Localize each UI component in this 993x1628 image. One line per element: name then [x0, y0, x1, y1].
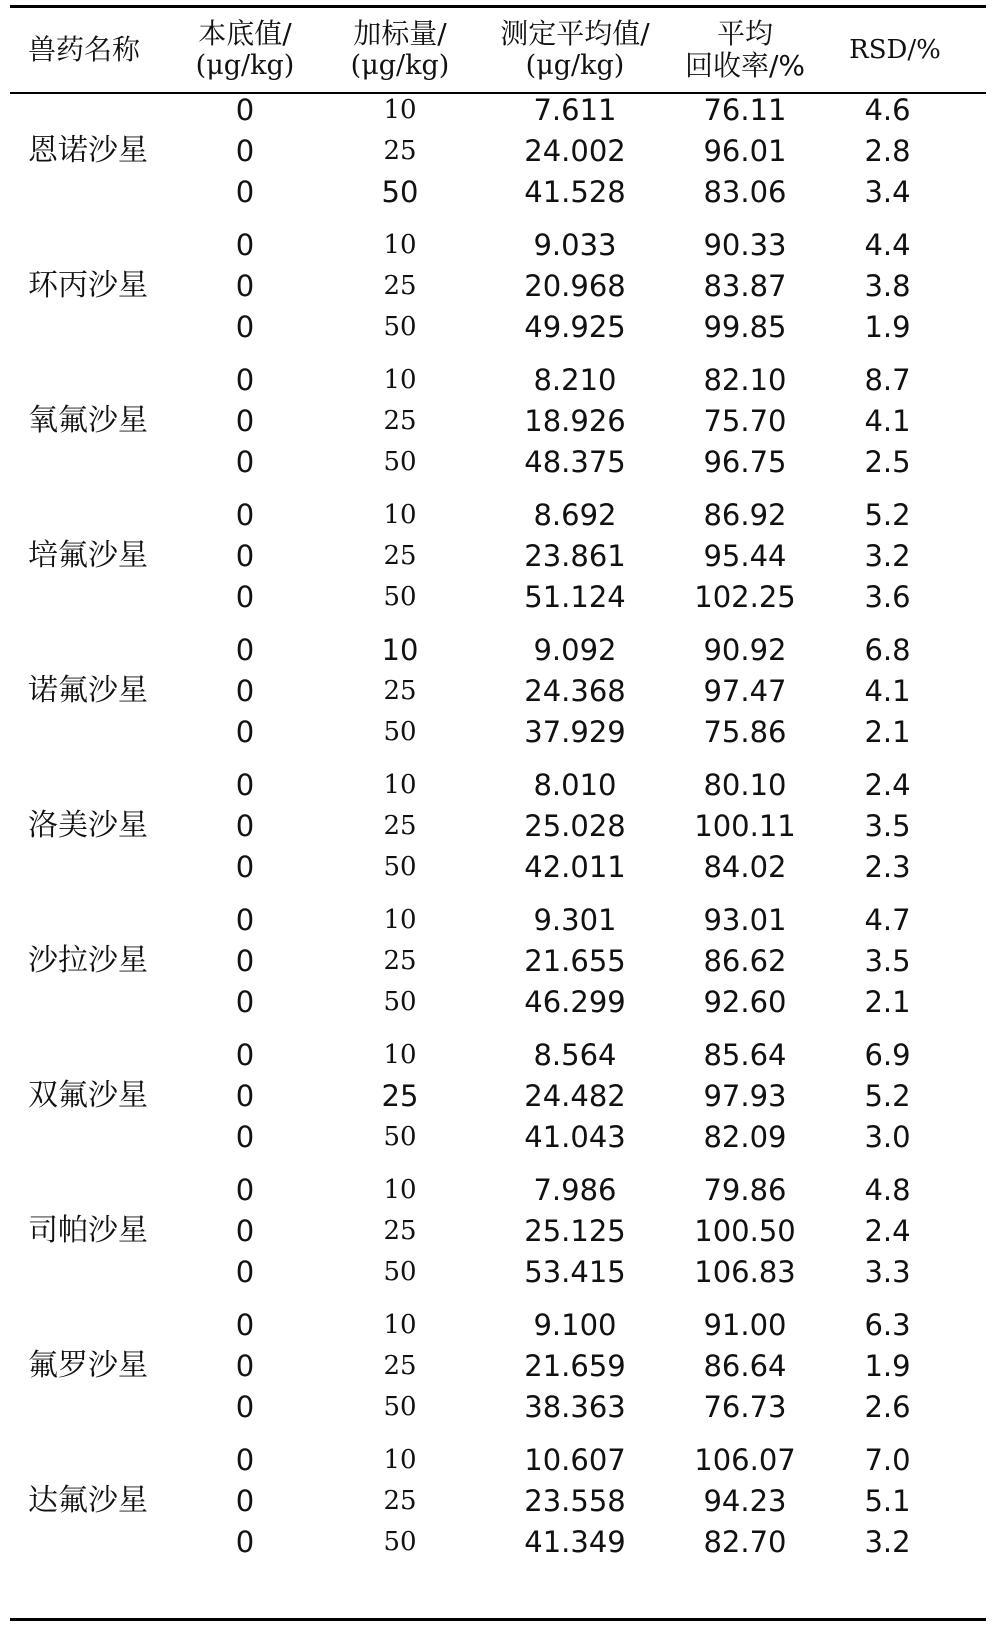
drug-name: 双氟沙星 [28, 1078, 148, 1113]
cell-spike-amount: 10 [383, 1040, 417, 1070]
cell-mean-recovery: 97.47 [703, 674, 787, 708]
cell-measured-mean: 49.925 [524, 310, 626, 344]
header-rsd [830, 14, 960, 86]
header-spike-amount [330, 14, 470, 86]
cell-spike-amount: 25 [383, 406, 417, 436]
header-base-value [180, 14, 310, 86]
cell-rsd: 2.4 [864, 768, 911, 802]
cell-measured-mean: 51.124 [524, 580, 626, 614]
cell-measured-mean: 24.482 [524, 1079, 626, 1113]
cell-spike-amount: 10 [383, 770, 417, 800]
cell-rsd: 4.7 [864, 903, 911, 937]
cell-rsd: 5.2 [864, 1079, 911, 1113]
drug-name: 环丙沙星 [28, 268, 148, 303]
cell-measured-mean: 10.607 [524, 1443, 626, 1477]
cell-measured-mean: 23.861 [524, 539, 626, 573]
cell-spike-amount: 50 [383, 1392, 417, 1422]
cell-spike-amount: 10 [383, 1310, 417, 1340]
cell-spike-amount: 10 [383, 500, 417, 530]
cell-measured-mean: 24.002 [524, 134, 626, 168]
cell-measured-mean: 8.564 [533, 1038, 617, 1072]
drug-name: 恩诺沙星 [28, 133, 148, 168]
cell-measured-mean: 21.659 [524, 1349, 626, 1383]
cell-base-value: 0 [235, 445, 255, 479]
cell-base-value: 0 [235, 1484, 255, 1518]
cell-rsd: 3.2 [864, 539, 911, 573]
cell-spike-amount: 10 [381, 633, 419, 667]
cell-spike-amount: 50 [383, 1257, 417, 1287]
cell-mean-recovery: 90.92 [703, 633, 787, 667]
header-base-line2: (μg/kg) [195, 50, 295, 81]
cell-spike-amount: 25 [383, 1486, 417, 1516]
cell-measured-mean: 9.301 [533, 903, 617, 937]
table-bottom-rule [10, 1618, 986, 1621]
cell-mean-recovery: 82.70 [703, 1525, 787, 1559]
cell-spike-amount: 10 [383, 95, 417, 125]
cell-base-value: 0 [235, 768, 255, 802]
cell-mean-recovery: 97.93 [703, 1079, 787, 1113]
cell-base-value: 0 [235, 1443, 255, 1477]
cell-base-value: 0 [235, 1173, 255, 1207]
cell-spike-amount: 10 [383, 905, 417, 935]
cell-base-value: 0 [235, 1525, 255, 1559]
cell-measured-mean: 24.368 [524, 674, 626, 708]
cell-mean-recovery: 102.25 [694, 580, 796, 614]
cell-rsd: 3.0 [864, 1120, 911, 1154]
header-measured-line2: (μg/kg) [525, 50, 625, 81]
cell-mean-recovery: 75.86 [703, 715, 787, 749]
cell-rsd: 2.1 [864, 985, 911, 1019]
cell-base-value: 0 [235, 850, 255, 884]
cell-base-value: 0 [235, 539, 255, 573]
cell-measured-mean: 7.611 [533, 93, 617, 127]
cell-spike-amount: 10 [383, 365, 417, 395]
cell-measured-mean: 41.043 [524, 1120, 626, 1154]
cell-measured-mean: 8.210 [533, 363, 617, 397]
cell-mean-recovery: 76.73 [703, 1390, 787, 1424]
cell-base-value: 0 [235, 404, 255, 438]
cell-mean-recovery: 99.85 [703, 310, 787, 344]
cell-measured-mean: 48.375 [524, 445, 626, 479]
cell-rsd: 4.4 [864, 228, 911, 262]
cell-mean-recovery: 75.70 [703, 404, 787, 438]
cell-mean-recovery: 90.33 [703, 228, 787, 262]
cell-rsd: 2.5 [864, 445, 911, 479]
cell-rsd: 4.6 [864, 93, 911, 127]
cell-rsd: 3.6 [864, 580, 911, 614]
cell-measured-mean: 8.010 [533, 768, 617, 802]
cell-rsd: 3.5 [864, 944, 911, 978]
cell-measured-mean: 41.349 [524, 1525, 626, 1559]
cell-mean-recovery: 100.11 [694, 809, 796, 843]
cell-mean-recovery: 83.87 [703, 269, 787, 303]
cell-rsd: 6.3 [864, 1308, 911, 1342]
cell-measured-mean: 38.363 [524, 1390, 626, 1424]
cell-measured-mean: 8.692 [533, 498, 617, 532]
cell-base-value: 0 [235, 580, 255, 614]
header-spike-line1: 加标量/ [353, 17, 447, 50]
cell-spike-amount: 50 [383, 447, 417, 477]
cell-measured-mean: 37.929 [524, 715, 626, 749]
cell-measured-mean: 25.125 [524, 1214, 626, 1248]
cell-rsd: 2.3 [864, 850, 911, 884]
cell-measured-mean: 18.926 [524, 404, 626, 438]
cell-base-value: 0 [235, 1214, 255, 1248]
cell-rsd: 3.2 [864, 1525, 911, 1559]
cell-spike-amount: 25 [383, 676, 417, 706]
cell-spike-amount: 25 [383, 271, 417, 301]
cell-mean-recovery: 92.60 [703, 985, 787, 1019]
cell-rsd: 1.9 [864, 1349, 911, 1383]
cell-measured-mean: 7.986 [533, 1173, 617, 1207]
cell-spike-amount: 50 [383, 717, 417, 747]
cell-base-value: 0 [235, 1390, 255, 1424]
cell-mean-recovery: 79.86 [703, 1173, 787, 1207]
drug-name: 司帕沙星 [28, 1213, 148, 1248]
cell-rsd: 4.8 [864, 1173, 911, 1207]
cell-base-value: 0 [235, 363, 255, 397]
cell-spike-amount: 10 [383, 230, 417, 260]
cell-spike-amount: 50 [381, 175, 419, 209]
cell-mean-recovery: 85.64 [703, 1038, 787, 1072]
cell-measured-mean: 9.033 [533, 228, 617, 262]
cell-mean-recovery: 86.62 [703, 944, 787, 978]
cell-measured-mean: 53.415 [524, 1255, 626, 1289]
cell-base-value: 0 [235, 715, 255, 749]
header-measured-line1: 测定平均值/ [500, 17, 650, 50]
cell-spike-amount: 25 [383, 946, 417, 976]
cell-mean-recovery: 95.44 [703, 539, 787, 573]
cell-spike-amount: 50 [383, 987, 417, 1017]
header-rsd-label: RSD/% [849, 35, 941, 65]
cell-spike-amount: 25 [383, 1216, 417, 1246]
cell-mean-recovery: 100.50 [694, 1214, 796, 1248]
cell-spike-amount: 50 [383, 582, 417, 612]
cell-base-value: 0 [235, 1120, 255, 1154]
cell-base-value: 0 [235, 633, 255, 667]
header-mean-recovery [670, 14, 820, 86]
cell-measured-mean: 25.028 [524, 809, 626, 843]
cell-rsd: 5.2 [864, 498, 911, 532]
cell-base-value: 0 [235, 903, 255, 937]
cell-spike-amount: 10 [383, 1445, 417, 1475]
drug-name: 培氟沙星 [28, 538, 148, 573]
table-top-rule [10, 5, 986, 8]
cell-base-value: 0 [235, 1079, 255, 1113]
cell-mean-recovery: 80.10 [703, 768, 787, 802]
cell-mean-recovery: 82.09 [703, 1120, 787, 1154]
drug-name: 洛美沙星 [28, 808, 148, 843]
cell-rsd: 1.9 [864, 310, 911, 344]
cell-mean-recovery: 93.01 [703, 903, 787, 937]
cell-spike-amount: 25 [383, 811, 417, 841]
cell-spike-amount: 10 [383, 1175, 417, 1205]
cell-base-value: 0 [235, 985, 255, 1019]
cell-base-value: 0 [235, 1308, 255, 1342]
drug-name: 诺氟沙星 [28, 673, 148, 708]
cell-rsd: 6.9 [864, 1038, 911, 1072]
header-recovery-line1: 平均 [716, 17, 773, 50]
cell-rsd: 2.4 [864, 1214, 911, 1248]
drug-name: 沙拉沙星 [28, 943, 148, 978]
drug-name: 氧氟沙星 [28, 403, 148, 438]
cell-mean-recovery: 84.02 [703, 850, 787, 884]
cell-rsd: 7.0 [864, 1443, 911, 1477]
header-drug-name [10, 14, 180, 86]
cell-rsd: 2.1 [864, 715, 911, 749]
cell-spike-amount: 50 [383, 1122, 417, 1152]
cell-rsd: 2.6 [864, 1390, 911, 1424]
cell-rsd: 3.3 [864, 1255, 911, 1289]
cell-spike-amount: 25 [381, 1079, 419, 1113]
cell-rsd: 8.7 [864, 363, 911, 397]
cell-base-value: 0 [235, 310, 255, 344]
cell-rsd: 4.1 [864, 404, 911, 438]
cell-rsd: 3.4 [864, 175, 911, 209]
header-spike-line2: (μg/kg) [350, 50, 450, 81]
cell-spike-amount: 25 [383, 136, 417, 166]
cell-rsd: 2.8 [864, 134, 911, 168]
cell-measured-mean: 42.011 [524, 850, 626, 884]
cell-spike-amount: 50 [383, 852, 417, 882]
cell-mean-recovery: 83.06 [703, 175, 787, 209]
cell-measured-mean: 21.655 [524, 944, 626, 978]
cell-rsd: 3.5 [864, 809, 911, 843]
cell-mean-recovery: 106.83 [694, 1255, 796, 1289]
cell-mean-recovery: 91.00 [703, 1308, 787, 1342]
cell-measured-mean: 41.528 [524, 175, 626, 209]
cell-rsd: 3.8 [864, 269, 911, 303]
cell-base-value: 0 [235, 1255, 255, 1289]
cell-base-value: 0 [235, 93, 255, 127]
cell-mean-recovery: 82.10 [703, 363, 787, 397]
cell-base-value: 0 [235, 1349, 255, 1383]
header-recovery-line2: 回收率/% [684, 49, 806, 82]
cell-base-value: 0 [235, 134, 255, 168]
cell-spike-amount: 25 [383, 541, 417, 571]
cell-mean-recovery: 96.01 [703, 134, 787, 168]
header-base-line1: 本底值/ [198, 17, 292, 50]
cell-base-value: 0 [235, 1038, 255, 1072]
cell-base-value: 0 [235, 269, 255, 303]
cell-base-value: 0 [235, 228, 255, 262]
cell-measured-mean: 9.100 [533, 1308, 617, 1342]
header-measured-mean [480, 14, 670, 86]
cell-measured-mean: 20.968 [524, 269, 626, 303]
cell-spike-amount: 50 [383, 1527, 417, 1557]
cell-mean-recovery: 106.07 [694, 1443, 796, 1477]
cell-base-value: 0 [235, 175, 255, 209]
cell-measured-mean: 9.092 [533, 633, 617, 667]
cell-mean-recovery: 86.92 [703, 498, 787, 532]
cell-rsd: 5.1 [864, 1484, 911, 1518]
cell-rsd: 6.8 [864, 633, 911, 667]
cell-measured-mean: 46.299 [524, 985, 626, 1019]
cell-mean-recovery: 76.11 [703, 93, 787, 127]
cell-measured-mean: 23.558 [524, 1484, 626, 1518]
drug-name: 达氟沙星 [28, 1483, 148, 1518]
cell-rsd: 4.1 [864, 674, 911, 708]
cell-spike-amount: 25 [383, 1351, 417, 1381]
cell-mean-recovery: 96.75 [703, 445, 787, 479]
cell-base-value: 0 [235, 674, 255, 708]
header-drug-name-label: 兽药名称 [28, 33, 141, 66]
cell-base-value: 0 [235, 809, 255, 843]
drug-name: 氟罗沙星 [28, 1348, 148, 1383]
cell-spike-amount: 50 [383, 312, 417, 342]
cell-base-value: 0 [235, 498, 255, 532]
cell-base-value: 0 [235, 944, 255, 978]
cell-mean-recovery: 94.23 [703, 1484, 787, 1518]
cell-mean-recovery: 86.64 [703, 1349, 787, 1383]
